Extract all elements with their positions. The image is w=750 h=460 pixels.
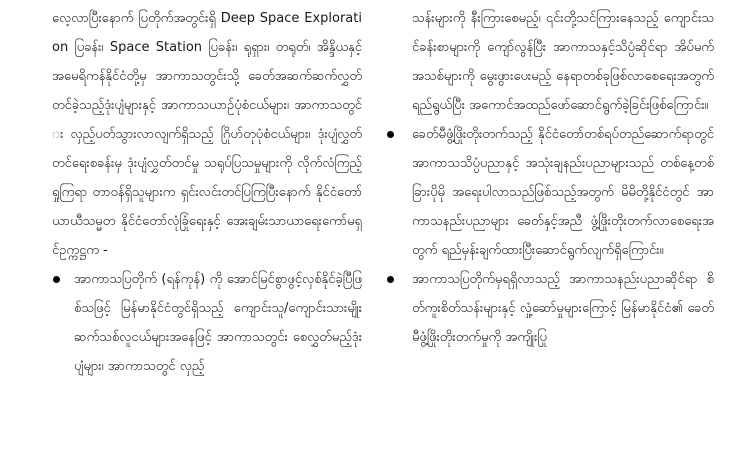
bullet-paragraph-3 xyxy=(386,265,714,352)
bullet-dot-icon xyxy=(387,276,394,283)
bullet-paragraph-2 xyxy=(386,120,714,265)
right-column xyxy=(386,4,714,352)
bullet-paragraph-1 xyxy=(52,265,362,381)
intro-paragraph: လေ့လာပြီးနောက် ပြတိုက်အတွင်းရှိ Deep Space Exploration ပြခန်း၊ Space Station ပြခန်း၊ ရုရှား၊ တရုတ်၊ အိန္ဒိယနှင့် အမေရိကန်နိုင်ငံတို့မှ အာကာသတွင်းသို့ ခေတ်အဆက်ဆက်လွှတ်တင်ခဲ့သည့်ဒုံးပျံများနှင့် အာကာသယာဉ်ပုံစံငယ်များ၊ အာကာသတွင်း လှည့်ပတ်သွားလာလျက်ရှိသည့် ဂြိုဟ်တုပုံစံငယ်များ၊ ဒုံးပျံလွှတ်တင်ရေးစခန်းမှ ဒုံးပျံလွှတ်တင်မှု သရုပ်ပြသမှုများကို လိုက်လံကြည့်ရှုကြရာ တာဝန်ရှိသူများက ရှင်းလင်းတင်ပြကြပြီးနောက် နိုင်ငံတော်ယာယီသမ္မတ နိုင်ငံတော်လုံခြုံရေးနှင့် အေးချမ်းသာယာရေးကော်မရှင်ဥက္ကဋ္ဌက - xyxy=(52,11,362,258)
bullet-dot-icon xyxy=(53,276,60,283)
bullet-text-1: အာကာသပြတိုက် (ရန်ကုန်) ကို အောင်မြင်စွာဖွင့်လှစ်နိုင်ခဲ့ပြီဖြစ်သဖြင့် မြန်မာနိုင်ငံတွင်ရှိသည့် ကျောင်းသူ/ကျောင်းသားမျိုးဆက်သစ်လူငယ်များအနေဖြင့် အာကာသတွင်း စေလွှတ်မည့်ဒုံးပျံများ၊ အာကာသတွင် လှည့် xyxy=(74,272,362,374)
bullet-dot-icon xyxy=(387,131,394,138)
continued-paragraph: သန်းများကို နီးကြားစေမည့်၊ ၎င်းတို့သင်ကြားနေသည့် ကျောင်းသင်ခန်းစာများကို ကျော်လွန်ပြီး အာကာသနှင့်သိပ္ပံဆိုင်ရာ အိပ်မက်အသစ်များကို မွေးဖွားပေးမည့် နေရာတစ်ခုဖြစ်လာစေရေးအတွက် ရည်ရွယ်ပြီး အကောင်အထည်ဖော်ဆောင်ရွက်ခဲ့ခြင်းဖြစ်ကြောင်း။ xyxy=(412,11,714,113)
bullet-text-2: ခေတ်မီဖွံ့ဖြိုးတိုးတက်သည့် နိုင်ငံတော်တစ်ရပ်တည်ဆောက်ရာတွင် အာကာသသိပ္ပံပညာနှင့် အသုံးချနည်းပညာများသည် တစ်နေ့တစ်ခြားပိုမို အရေးပါလာသည်ဖြစ်သည့်အတွက် မိမိတို့နိုင်ငံတွင် အာကာသနည်းပညာများ ခေတ်နှင့်အညီ ဖွံ့ဖြိုးတိုးတက်လာစေရေးအတွက် ရည်မှန်းချက်ထားပြီးဆောင်ရွက်လျက်ရှိကြောင်း။ xyxy=(412,127,714,258)
bullet-text-3: အာကာသပြတိုက်မှရရှိလာသည့် အာကာသနည်းပညာဆိုင်ရာ စိတ်ကူးစိတ်သန်းများနှင့် လှုံ့ဆော်မှုများကြောင့် မြန်မာနိုင်ငံ၏ ခေတ်မီဖွံ့ဖြိုးတိုးတက်မှုကို အကျိုးပြု xyxy=(412,272,714,345)
left-column xyxy=(52,4,362,381)
